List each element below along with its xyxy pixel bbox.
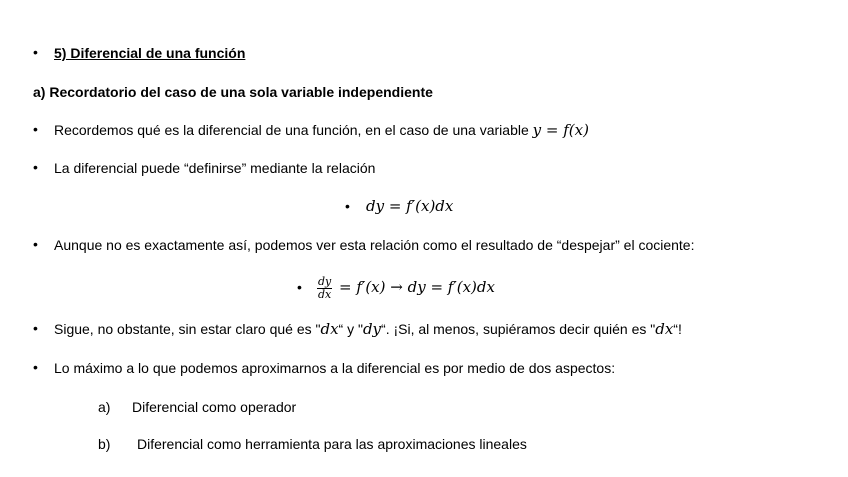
paragraph-question — [54, 320, 682, 338]
bullet-marker: • — [345, 198, 350, 214]
equation-rest: = f′(x) → dy = f′(x)dx — [334, 278, 495, 296]
bullet-marker: • — [33, 359, 38, 375]
text-segment: Sigue, no obstante, sin estar claro qué es " — [54, 321, 321, 337]
list-item-operator: Diferencial como operador — [132, 399, 297, 415]
paragraph-definition: La diferencial puede “definirse” mediante la relación — [54, 160, 376, 176]
bullet-marker: • — [33, 236, 38, 252]
equation-quotient — [317, 272, 495, 302]
bullet-marker: • — [33, 121, 38, 137]
bullet-marker: • — [297, 279, 302, 295]
text-segment: “ y " — [338, 321, 363, 337]
math-dx: dx — [320, 320, 339, 338]
math-dy: dy — [362, 320, 382, 338]
equation-differential: dy = f′(x)dx — [366, 197, 454, 215]
section-title: 5) Diferencial de una función — [54, 45, 246, 61]
math-dx: dx — [655, 320, 674, 338]
subheading: a) Recordatorio del caso de una sola variable independiente — [33, 84, 433, 100]
text-segment: “. ¡Si, al menos, supiéramos decir quién es " — [381, 321, 656, 337]
fraction — [317, 276, 332, 301]
paragraph-text: Recordemos qué es la diferencial de una función, en el caso de una variable — [54, 122, 533, 138]
math-expression: y = f(x) — [532, 121, 589, 139]
fraction-denominator: dx — [318, 287, 332, 301]
bullet-marker: • — [33, 159, 38, 175]
paragraph-quotient: Aunque no es exactamente así, podemos ver esta relación como el resultado de “despejar” el cociente: — [54, 237, 695, 253]
list-item-marker: a) — [98, 399, 111, 415]
list-item-marker: b) — [98, 436, 111, 452]
list-item-linear-approx: Diferencial como herramienta para las aproximaciones lineales — [137, 436, 527, 452]
paragraph-aspects: Lo máximo a lo que podemos aproximarnos a la diferencial es por medio de dos aspectos: — [54, 360, 616, 376]
fraction-numerator: dy — [318, 274, 332, 288]
text-segment: “! — [673, 321, 682, 337]
bullet-marker: • — [33, 44, 38, 60]
paragraph-variable-definition — [54, 121, 589, 139]
bullet-marker: • — [33, 320, 38, 336]
